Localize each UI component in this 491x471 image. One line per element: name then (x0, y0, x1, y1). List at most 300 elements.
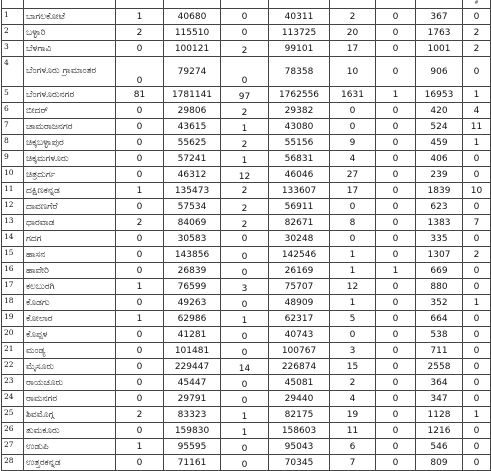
table-row (2, 167, 491, 183)
serial-number-cell: 18 (2, 295, 24, 311)
value-cell: 46312 (164, 167, 221, 183)
value-cell: 26169 (269, 263, 330, 279)
value-cell: 524 (416, 119, 463, 135)
value-cell: 1 (330, 263, 376, 279)
value-cell: 1781141 (164, 87, 221, 103)
value-cell: 2 (116, 215, 164, 231)
district-name-cell: ಕೊಡಗು (24, 295, 116, 311)
value-cell: 40680 (164, 9, 221, 25)
value-cell: 30248 (269, 231, 330, 247)
value-cell: 406 (416, 151, 463, 167)
value-cell: 1 (221, 311, 269, 327)
value-cell: 0 (376, 391, 416, 407)
district-name-cell: ದಕ್ಷಿಣಕನ್ನಡ (24, 183, 116, 199)
value-cell: 159830 (164, 423, 221, 439)
value-cell: 29440 (269, 391, 330, 407)
value-cell: 0 (376, 183, 416, 199)
serial-number-cell: 11 (2, 183, 24, 199)
value-cell: 75707 (269, 279, 330, 295)
value-cell: 2 (221, 103, 269, 119)
district-covid-table (1, 0, 491, 471)
table-row (2, 87, 491, 103)
table-row (2, 263, 491, 279)
district-name-cell: ಚಿತ್ರದುರ್ಗ (24, 167, 116, 183)
value-cell: 669 (416, 263, 463, 279)
value-cell: 84069 (164, 215, 221, 231)
value-cell: 71161 (164, 455, 221, 471)
value-cell: 10 (330, 57, 376, 87)
value-cell: 30583 (164, 231, 221, 247)
value-cell: 0 (376, 327, 416, 343)
value-cell: 0 (376, 167, 416, 183)
serial-number-cell: 28 (2, 455, 24, 471)
header-cell (376, 0, 416, 9)
value-cell: 1839 (416, 183, 463, 199)
serial-number-cell: 5 (2, 87, 24, 103)
value-cell: 143856 (164, 247, 221, 263)
value-cell: 0 (463, 359, 491, 375)
district-name-cell: ರಾಯಚೂರು (24, 375, 116, 391)
serial-number-cell: 10 (2, 167, 24, 183)
value-cell: 364 (416, 375, 463, 391)
value-cell: 0 (463, 279, 491, 295)
district-name-cell: ಕಲಬುರಗಿ (24, 279, 116, 295)
value-cell: 0 (463, 167, 491, 183)
value-cell: 0 (376, 151, 416, 167)
serial-number-cell: 20 (2, 327, 24, 343)
value-cell: 49263 (164, 295, 221, 311)
value-cell: 48909 (269, 295, 330, 311)
value-cell: 11 (330, 423, 376, 439)
value-cell: 5 (330, 311, 376, 327)
value-cell: 79274 (164, 57, 221, 87)
value-cell: 97 (221, 87, 269, 103)
value-cell: 2 (221, 135, 269, 151)
value-cell: 0 (463, 391, 491, 407)
table-row (2, 25, 491, 41)
value-cell: 2 (116, 25, 164, 41)
value-cell: 1001 (416, 41, 463, 57)
value-cell: 0 (376, 57, 416, 87)
district-name-cell: ಚಾಮರಾಜನಗರ (24, 119, 116, 135)
value-cell: 2 (463, 25, 491, 41)
header-cell (416, 0, 463, 9)
serial-number-cell: 24 (2, 391, 24, 407)
header-cell (164, 0, 221, 9)
value-cell: 82671 (269, 215, 330, 231)
value-cell: 0 (116, 231, 164, 247)
value-cell: 81 (116, 87, 164, 103)
table-row (2, 57, 491, 87)
serial-number-cell: 4 (2, 57, 24, 87)
district-name-cell: ಬಾಗಲಕೋಟೆ (24, 9, 116, 25)
value-cell: 0 (376, 423, 416, 439)
value-cell: 9 (330, 135, 376, 151)
value-cell: 623 (416, 199, 463, 215)
value-cell: 0 (376, 135, 416, 151)
district-name-cell: ರಾಮನಗರ (24, 391, 116, 407)
value-cell: 0 (376, 359, 416, 375)
header-cell (269, 0, 330, 9)
value-cell: 0 (463, 455, 491, 471)
value-cell: 12 (330, 279, 376, 295)
value-cell: 2 (463, 247, 491, 263)
value-cell: 1 (116, 279, 164, 295)
district-name-cell: ಬಳ್ಳಾರಿ (24, 25, 116, 41)
value-cell: 0 (376, 119, 416, 135)
value-cell: 7 (463, 215, 491, 231)
value-cell: 113725 (269, 25, 330, 41)
value-cell: 1 (463, 407, 491, 423)
serial-number-cell: 15 (2, 247, 24, 263)
table-row (2, 311, 491, 327)
table-row (2, 455, 491, 471)
table-row (2, 407, 491, 423)
value-cell: 95595 (164, 439, 221, 455)
district-name-cell: ದಾವಣಗೆರೆ (24, 199, 116, 215)
value-cell: 0 (376, 343, 416, 359)
value-cell: 0 (221, 343, 269, 359)
district-name-cell: ಗದಗ (24, 231, 116, 247)
table-row (2, 103, 491, 119)
value-cell: 0 (221, 295, 269, 311)
value-cell: 41281 (164, 327, 221, 343)
district-name-cell: ಧಾರವಾಡ (24, 215, 116, 231)
value-cell: 1383 (416, 215, 463, 231)
value-cell: 3 (330, 343, 376, 359)
value-cell: 2 (221, 199, 269, 215)
header-cell (2, 0, 24, 9)
value-cell: 16953 (416, 87, 463, 103)
value-cell: 0 (116, 263, 164, 279)
value-cell: 0 (376, 231, 416, 247)
table-row (2, 247, 491, 263)
value-cell: 0 (376, 439, 416, 455)
value-cell: 17 (330, 41, 376, 57)
value-cell: 352 (416, 295, 463, 311)
value-cell: 158603 (269, 423, 330, 439)
value-cell: 1 (463, 135, 491, 151)
value-cell: 7 (330, 455, 376, 471)
value-cell: 15 (330, 359, 376, 375)
serial-number-cell: 25 (2, 407, 24, 423)
header-cell (116, 0, 164, 9)
value-cell: 0 (116, 41, 164, 57)
serial-number-cell: 6 (2, 103, 24, 119)
serial-number-cell: 26 (2, 423, 24, 439)
value-cell: 0 (463, 151, 491, 167)
table-row (2, 439, 491, 455)
value-cell: 229447 (164, 359, 221, 375)
value-cell: 57534 (164, 199, 221, 215)
value-cell: 56831 (269, 151, 330, 167)
value-cell: 2558 (416, 359, 463, 375)
value-cell: 115510 (164, 25, 221, 41)
value-cell: 1 (330, 295, 376, 311)
table-row (2, 151, 491, 167)
value-cell: 459 (416, 135, 463, 151)
value-cell: 0 (116, 391, 164, 407)
value-cell: 0 (116, 199, 164, 215)
value-cell: 0 (116, 167, 164, 183)
value-cell: 1 (376, 263, 416, 279)
value-cell: 0 (376, 311, 416, 327)
value-cell: 1 (376, 87, 416, 103)
value-cell: 4 (463, 103, 491, 119)
value-cell: 0 (116, 375, 164, 391)
value-cell: 40311 (269, 9, 330, 25)
value-cell: 0 (463, 375, 491, 391)
value-cell: 0 (463, 57, 491, 87)
value-cell: 135473 (164, 183, 221, 199)
value-cell: 0 (221, 9, 269, 25)
value-cell: 0 (221, 247, 269, 263)
value-cell: 0 (221, 25, 269, 41)
value-cell: 0 (221, 455, 269, 471)
serial-number-cell: 23 (2, 375, 24, 391)
table-row (2, 423, 491, 439)
value-cell: 0 (116, 103, 164, 119)
value-cell: 809 (416, 455, 463, 471)
value-cell: 0 (376, 9, 416, 25)
table-row (2, 279, 491, 295)
value-cell: 55156 (269, 135, 330, 151)
value-cell: 0 (376, 455, 416, 471)
header-row (2, 0, 491, 9)
value-cell: 1 (116, 9, 164, 25)
value-cell: 45081 (269, 375, 330, 391)
value-cell: 0 (116, 247, 164, 263)
value-cell: 0 (116, 57, 164, 87)
value-cell: 0 (116, 135, 164, 151)
value-cell: 19 (330, 407, 376, 423)
value-cell: 2 (330, 375, 376, 391)
value-cell: 45447 (164, 375, 221, 391)
header-cell (330, 0, 376, 9)
value-cell: 0 (116, 119, 164, 135)
district-name-cell: ಕೋಲಾರ (24, 311, 116, 327)
table-row (2, 135, 491, 151)
value-cell: 0 (376, 215, 416, 231)
value-cell: 1 (116, 439, 164, 455)
value-cell: 2 (330, 9, 376, 25)
value-cell: 62317 (269, 311, 330, 327)
value-cell: 0 (463, 343, 491, 359)
value-cell: 0 (116, 359, 164, 375)
value-cell: 10 (463, 183, 491, 199)
serial-number-cell: 2 (2, 25, 24, 41)
value-cell: 1128 (416, 407, 463, 423)
value-cell: 664 (416, 311, 463, 327)
value-cell: 142546 (269, 247, 330, 263)
value-cell: 0 (221, 391, 269, 407)
district-name-cell: ಬೆಂಗಳೂರು ಗ್ರಾಮಾಂತರ (24, 57, 116, 87)
district-name-cell: ತುಮಕೂರು (24, 423, 116, 439)
value-cell: 2 (221, 215, 269, 231)
value-cell: 0 (376, 247, 416, 263)
value-cell: 14 (221, 359, 269, 375)
value-cell: 4 (330, 151, 376, 167)
table-row (2, 9, 491, 25)
value-cell: 0 (330, 327, 376, 343)
district-name-cell: ಬೀದರ್ (24, 103, 116, 119)
value-cell: 0 (376, 279, 416, 295)
value-cell: 0 (116, 295, 164, 311)
value-cell: 27 (330, 167, 376, 183)
value-cell: 2 (116, 407, 164, 423)
value-cell: 62986 (164, 311, 221, 327)
value-cell: 1 (463, 87, 491, 103)
value-cell: 1 (221, 423, 269, 439)
district-name-cell: ಚಿಕ್ಕಬಳ್ಳಾಪುರ (24, 135, 116, 151)
table-row (2, 231, 491, 247)
value-cell: 4 (330, 391, 376, 407)
value-cell: 82175 (269, 407, 330, 423)
table-row (2, 359, 491, 375)
value-cell: 239 (416, 167, 463, 183)
serial-number-cell: 17 (2, 279, 24, 295)
value-cell: 0 (116, 343, 164, 359)
value-cell: 100767 (269, 343, 330, 359)
value-cell: 1 (221, 407, 269, 423)
value-cell: 0 (221, 439, 269, 455)
table-row (2, 375, 491, 391)
table-body (2, 0, 491, 471)
value-cell: 0 (221, 327, 269, 343)
value-cell: 420 (416, 103, 463, 119)
value-cell: 95043 (269, 439, 330, 455)
value-cell: 0 (463, 423, 491, 439)
value-cell: 29382 (269, 103, 330, 119)
table-row (2, 183, 491, 199)
district-name-cell: ಕೊಪ್ಪಳ (24, 327, 116, 343)
value-cell: 0 (221, 263, 269, 279)
value-cell: 43080 (269, 119, 330, 135)
table-row (2, 391, 491, 407)
value-cell: 0 (116, 327, 164, 343)
value-cell: 0 (376, 407, 416, 423)
serial-number-cell: 3 (2, 41, 24, 57)
value-cell: 0 (463, 263, 491, 279)
table-row (2, 343, 491, 359)
district-name-cell: ಉತ್ತರಕನ್ನಡ (24, 455, 116, 471)
header-cell: # (463, 0, 491, 9)
value-cell: 1 (463, 295, 491, 311)
value-cell: 1216 (416, 423, 463, 439)
value-cell: 1763 (416, 25, 463, 41)
value-cell: 0 (376, 103, 416, 119)
district-name-cell: ಮೈಸೂರು (24, 359, 116, 375)
serial-number-cell: 21 (2, 343, 24, 359)
value-cell: 0 (116, 151, 164, 167)
value-cell: 0 (221, 375, 269, 391)
district-name-cell: ಚಿಕ್ಕಮಗಳೂರು (24, 151, 116, 167)
serial-number-cell: 8 (2, 135, 24, 151)
value-cell: 57241 (164, 151, 221, 167)
value-cell: 26839 (164, 263, 221, 279)
value-cell: 0 (330, 119, 376, 135)
table-row (2, 215, 491, 231)
value-cell: 711 (416, 343, 463, 359)
serial-number-cell: 27 (2, 439, 24, 455)
value-cell: 335 (416, 231, 463, 247)
serial-number-cell: 9 (2, 151, 24, 167)
serial-number-cell: 22 (2, 359, 24, 375)
value-cell: 83323 (164, 407, 221, 423)
value-cell: 0 (463, 327, 491, 343)
value-cell: 347 (416, 391, 463, 407)
value-cell: 0 (376, 25, 416, 41)
value-cell: 0 (463, 9, 491, 25)
district-name-cell: ಹಾಸನ (24, 247, 116, 263)
value-cell: 6 (330, 439, 376, 455)
header-cell (24, 0, 116, 9)
value-cell: 40743 (269, 327, 330, 343)
value-cell: 906 (416, 57, 463, 87)
value-cell: 0 (463, 231, 491, 247)
value-cell: 3 (221, 279, 269, 295)
value-cell: 17 (330, 183, 376, 199)
value-cell: 0 (376, 375, 416, 391)
value-cell: 56911 (269, 199, 330, 215)
value-cell: 0 (330, 103, 376, 119)
district-name-cell: ಹಾವೇರಿ (24, 263, 116, 279)
value-cell: 0 (221, 57, 269, 87)
value-cell: 0 (116, 455, 164, 471)
value-cell: 101481 (164, 343, 221, 359)
value-cell: 78358 (269, 57, 330, 87)
serial-number-cell: 13 (2, 215, 24, 231)
value-cell: 2 (463, 41, 491, 57)
value-cell: 0 (376, 41, 416, 57)
district-name-cell: ಬೆಳಗಾವಿ (24, 41, 116, 57)
value-cell: 1 (221, 119, 269, 135)
header-cell (221, 0, 269, 9)
value-cell: 0 (221, 231, 269, 247)
value-cell: 11 (463, 119, 491, 135)
value-cell: 226874 (269, 359, 330, 375)
district-name-cell: ಶಿವಮೊಗ್ಗ (24, 407, 116, 423)
value-cell: 29806 (164, 103, 221, 119)
value-cell: 0 (463, 199, 491, 215)
value-cell: 76599 (164, 279, 221, 295)
table-row (2, 41, 491, 57)
value-cell: 0 (463, 311, 491, 327)
value-cell: 29791 (164, 391, 221, 407)
value-cell: 43615 (164, 119, 221, 135)
value-cell: 1 (330, 247, 376, 263)
value-cell: 0 (330, 199, 376, 215)
value-cell: 2 (221, 183, 269, 199)
value-cell: 99101 (269, 41, 330, 57)
value-cell: 538 (416, 327, 463, 343)
value-cell: 12 (221, 167, 269, 183)
district-name-cell: ಉಡುಪಿ (24, 439, 116, 455)
table-row (2, 295, 491, 311)
value-cell: 1 (116, 183, 164, 199)
value-cell: 0 (463, 439, 491, 455)
value-cell: 55625 (164, 135, 221, 151)
value-cell: 0 (116, 423, 164, 439)
value-cell: 1 (116, 311, 164, 327)
table-row (2, 199, 491, 215)
value-cell: 70345 (269, 455, 330, 471)
serial-number-cell: 19 (2, 311, 24, 327)
value-cell: 880 (416, 279, 463, 295)
table-row (2, 119, 491, 135)
district-name-cell: ಮಂಡ್ಯ (24, 343, 116, 359)
serial-number-cell: 14 (2, 231, 24, 247)
